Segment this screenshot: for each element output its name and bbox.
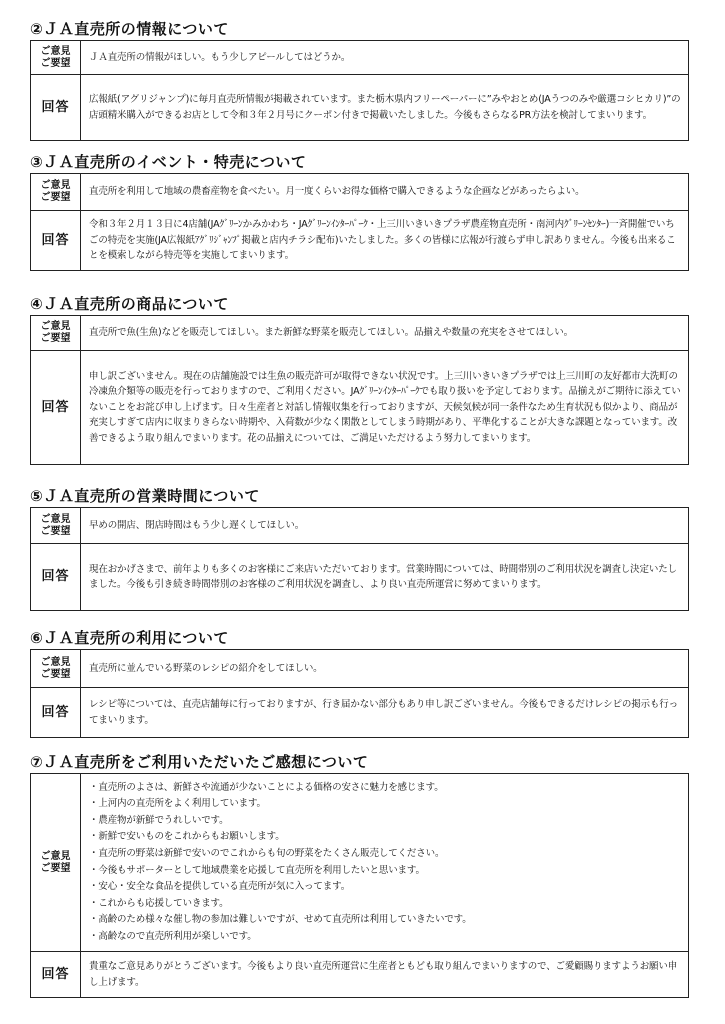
list-item: ・上河内の直売所をよく利用しています。 [89, 798, 266, 810]
opinion-text: 直売所を利用して地域の農畜産物を食べたい。月一度くらいお得な価格で購入できるような企画などがあったらよい。 [81, 174, 689, 211]
section-2-info [30, 18, 689, 141]
section-7-impressions [30, 751, 689, 998]
list-item: ・安心・安全な食品を提供している直売所が気に入ってます。 [89, 881, 351, 893]
qa-table [30, 649, 689, 738]
opinion-label: ご意見 ご要望 [31, 650, 81, 688]
qa-table [30, 173, 689, 271]
opinion-list-cell [81, 774, 689, 952]
section-title: ⑦ＪＡ直売所をご利用いただいたご感想について [30, 753, 369, 771]
opinion-label: ご意見 ご要望 [31, 774, 81, 952]
list-item: ・今後もサポーターとして地域農業を応援して直売所を利用したいと思います。 [89, 864, 425, 876]
opinion-label: ご意見 ご要望 [31, 508, 81, 544]
section-title: ④ＪＡ直売所の商品について [30, 295, 229, 313]
qa-table [30, 315, 689, 465]
list-item: ・新鮮で安いものをこれからもお願いします。 [89, 831, 285, 843]
list-item: ・高齢なので直売所利用が楽しいです。 [89, 930, 257, 942]
qa-table [30, 40, 689, 141]
list-item: ・直売所のよさは、新鮮さや流通が少ないことによる価格の安さに魅力を感じます。 [89, 781, 444, 793]
answer-label: 回答 [31, 351, 81, 465]
answer-label: 回答 [31, 211, 81, 271]
opinion-list [89, 780, 682, 946]
answer-label: 回答 [31, 952, 81, 998]
answer-text: 現在おかげさまで、前年よりも多くのお客様にご来店いただいております。営業時間については、時間帯別のご利用状況を調査し決定いたしました。今後も引き続き時間帯別のお客様のご利用状況を調査し、より良い直売所運営に努めてまいります。 [81, 544, 689, 611]
section-3-events [30, 151, 689, 271]
opinion-text: ＪＡ直売所の情報がほしい。もう少しアピールしてはどうか。 [81, 41, 689, 75]
opinion-label: ご意見 ご要望 [31, 316, 81, 351]
list-item: ・農産物が新鮮でうれしいです。 [89, 814, 229, 826]
section-4-products [30, 293, 689, 465]
opinion-label: ご意見 ご要望 [31, 174, 81, 211]
answer-text: 申し訳ございません。現在の店舗施設では生魚の販売許可が取得できない状況です。上三川いきいきプラザでは上三川町の友好都市大洗町の冷凍魚介類等の販売を行っておりますので、ご利用ください。JAｸﾞﾘｰﾝｲﾝﾀｰﾊﾟｰｸでも取り扱いを予定しております。品揃えがご期待に添えていないことをお詫び申し上げます。日々生産者と対話し情報収集を行っておりますが、天候気候が同一条件なため生育状況も似かより、商品が充実しすぎて店内に収まりきらない時期や、入荷数が少なく閑散としてしまう時期があり、平準化することが大きな課題となっています。改善できるよう取り組んでまいります。花の品揃えについては、ご満足いただけるよう努力してまいります。 [81, 351, 689, 465]
answer-label: 回答 [31, 75, 81, 141]
section-6-usage [30, 627, 689, 738]
opinion-label: ご意見 ご要望 [31, 41, 81, 75]
section-title: ⑥ＪＡ直売所の利用について [30, 629, 229, 647]
answer-text: 令和３年２月１３日に4店舗(JAｸﾞﾘｰﾝかみかわち・JAｸﾞﾘｰﾝｲﾝﾀｰﾊﾟｰｸ・上三川いきいきプラザ農産物直売所・南河内ｸﾞﾘｰﾝｾﾝﾀｰ)一斉開催でいちごの特売を実施(JA広報紙ｱｸﾞﾘｼﾞｬﾝﾌﾟ掲載と店内チラシ配布)いたしました。多くの皆様に広報が行渡らず申し訳ありません。今後も出来ることを模索しながら特売等を実施してまいります。 [81, 211, 689, 271]
section-title: ⑤ＪＡ直売所の営業時間について [30, 487, 260, 505]
section-5-hours [30, 485, 689, 611]
answer-text: レシピ等については、直売店舗毎に行っておりますが、行き届かない部分もあり申し訳ございません。今後もできるだけレシピの掲示も行ってまいります。 [81, 688, 689, 738]
list-item: ・これからも応援していきます。 [89, 897, 229, 909]
section-title: ②ＪＡ直売所の情報について [30, 20, 229, 38]
section-title: ③ＪＡ直売所のイベント・特売について [30, 153, 307, 171]
opinion-text: 早めの開店、閉店時間はもう少し遅くしてほしい。 [81, 508, 689, 544]
answer-label: 回答 [31, 544, 81, 611]
qa-table [30, 773, 689, 998]
opinion-text: 直売所に並んでいる野菜のレシピの紹介をしてほしい。 [81, 650, 689, 688]
list-item: ・直売所の野菜は新鮮で安いのでこれからも旬の野菜をたくさん販売してください。 [89, 847, 445, 859]
answer-text: 広報紙(アグリジャンプ)に毎月直売所情報が掲載されています。また栃木県内フリーペーパーに”みやおとめ(JAうつのみや厳選コシヒカリ)”の店頭精米購入ができるお店として令和３年２月号にクーポン付きで掲載いたしました。今後もさらなるPR方法を検討してまいります。 [81, 75, 689, 141]
list-item: ・高齢のため様々な催し物の参加は難しいですが、せめて直売所は利用していきたいです。 [89, 914, 472, 926]
opinion-text: 直売所で魚(生魚)などを販売してほしい。また新鮮な野菜を販売してほしい。品揃えや数量の充実をさせてほしい。 [81, 316, 689, 351]
answer-text: 貴重なご意見ありがとうございます。今後もより良い直売所運営に生産者ともども取り組んでまいりますので、ご愛顧賜りますようお願い申し上げます。 [81, 952, 689, 998]
answer-label: 回答 [31, 688, 81, 738]
qa-table [30, 507, 689, 611]
